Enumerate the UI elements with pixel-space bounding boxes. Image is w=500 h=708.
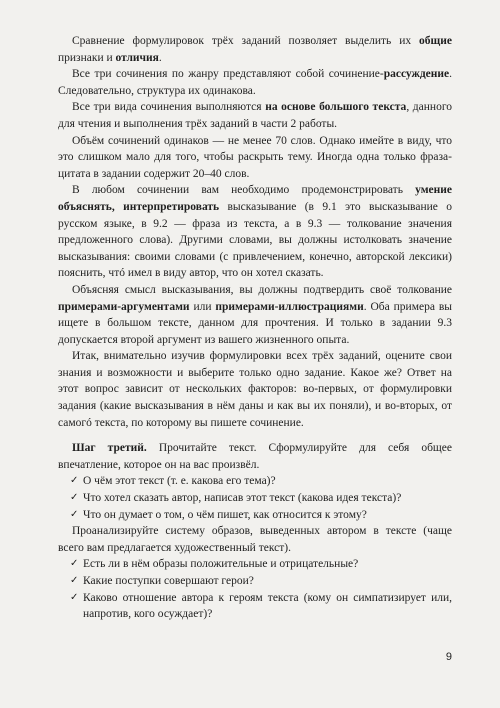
text: Все три вида сочинения выполняются xyxy=(72,101,266,114)
checklist-images xyxy=(58,556,452,622)
text: Объясняя смысл высказывания, вы должны подтвердить своё толкование xyxy=(72,283,452,296)
bold-term-reasoning: рассуждение xyxy=(383,68,450,81)
paragraph-volume xyxy=(58,133,452,183)
text: признаки и xyxy=(58,51,116,64)
paragraph-comparison xyxy=(58,33,452,66)
text: Объём сочинений одинаков — не менее 70 слов. Однако имейте в виду, что это слишком мало для того, чтобы раскрыть тему. Иногда одна только фраза-цитата в задании содержит 20–40 слов. xyxy=(58,134,452,180)
paragraph-basis xyxy=(58,99,452,132)
list-item xyxy=(58,473,452,490)
text: . Оба примера вы ищете в большом тексте, данном для прочтения. И только в задании 9.3 допускается второй аргумент из вашего жизненного опыта. xyxy=(58,300,452,346)
check-mark-icon: ✓ xyxy=(70,492,79,504)
bold-term-differences: отличия xyxy=(115,51,159,64)
bold-term-explain: умение объяснять, интерпретировать xyxy=(58,184,452,213)
bold-term-large-text: на основе большого текста xyxy=(265,101,407,114)
text: Все три сочинения по жанру представляют собой сочинение- xyxy=(72,68,384,81)
text: Проанализируйте систему образов, выведенных автором в тексте (чаще всего вам предлагается художественный текст). xyxy=(58,525,452,554)
text: , данного для чтения и выполнения трёх заданий в части 2 работы. xyxy=(58,101,453,130)
list-item xyxy=(58,490,452,507)
bold-term-arguments: примерами-аргументами xyxy=(58,300,190,313)
check-mark-icon: ✓ xyxy=(70,591,79,603)
text: Итак, внимательно изучив формулировки всех трёх заданий, оцените свои знания и возможности и выберите только одно задание. Какое же? Ответ на этот вопрос зависит от нескольких факторов: во-первых, от формулировки задания (какие высказывания в нём даны и как вы их поняли), и во-вторых, от самогó текста, по которому вы пишете сочинение. xyxy=(58,350,452,429)
text: В любом сочинении вам необходимо продемонстрировать xyxy=(72,184,416,197)
step-heading: Шаг третий. xyxy=(72,442,147,455)
list-item-text: Что хотел сказать автор, написав этот текст (какова идея текста)? xyxy=(83,492,402,505)
paragraph-analysis xyxy=(58,523,452,556)
paragraph-genre xyxy=(58,66,452,99)
paragraph-skills xyxy=(58,182,452,282)
bold-term-illustrations: примерами-иллюстрациями xyxy=(215,300,364,313)
text: высказывание (в 9.1 это высказывание о русском языке, в 9.2 — фраза из текста, а в 9.3 — толкование значения предложенного слова). Другими словами, вы должны истолковать значение высказывания: своими словами (с привлечением, конечно, авторской лексики) пояснить, чтó имел в виду автор, что он хотел сказать. xyxy=(58,200,452,280)
text: или xyxy=(189,300,216,313)
text: Прочитайте текст. Сформулируйте для себя общее впечатление, которое он на вас произвёл. xyxy=(58,442,452,471)
text: . Следовательно, структура их одинакова. xyxy=(58,68,452,97)
list-item xyxy=(58,573,452,590)
list-item-text: Каково отношение автора к героям текста (кому он симпатизирует или, напротив, кого осуждает)? xyxy=(83,591,452,621)
check-mark-icon: ✓ xyxy=(70,558,79,570)
check-mark-icon: ✓ xyxy=(70,475,79,487)
page-number: 9 xyxy=(445,651,452,663)
list-item-text: Есть ли в нём образы положительные и отрицательные? xyxy=(83,558,359,571)
text: . xyxy=(158,51,162,64)
list-item-text: Какие поступки совершают герои? xyxy=(83,575,254,587)
paragraph-examples xyxy=(58,282,452,348)
paragraph-step-three xyxy=(58,440,452,473)
check-mark-icon: ✓ xyxy=(70,575,79,586)
bold-term-common: общие xyxy=(419,35,452,47)
list-item xyxy=(58,507,452,524)
list-item xyxy=(58,556,452,573)
check-mark-icon: ✓ xyxy=(70,508,79,520)
list-item-text: О чём этот текст (т. е. какова его тема)? xyxy=(83,475,276,488)
paragraph-choice xyxy=(58,348,452,431)
list-item xyxy=(58,590,452,623)
checklist-theme xyxy=(58,473,452,523)
section-gap xyxy=(58,431,452,440)
text: Сравнение формулировок трёх заданий позволяет выделить их xyxy=(72,35,420,47)
list-item-text: Что он думает о том, о чём пишет, как относится к этому? xyxy=(83,508,367,521)
